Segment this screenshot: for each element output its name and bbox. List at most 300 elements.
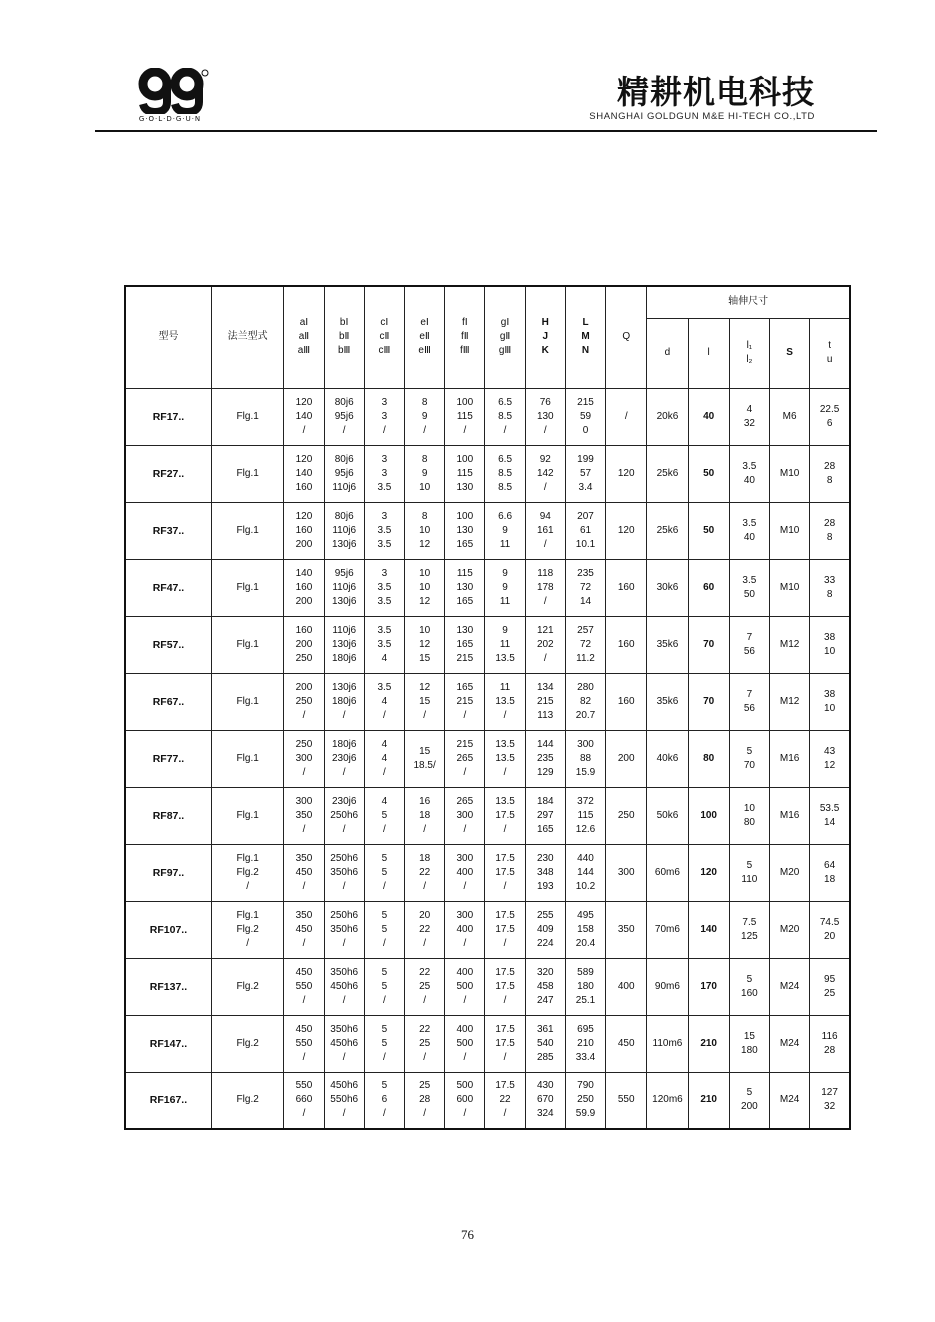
cell-c-line: 3 (381, 410, 388, 422)
cell-b-line: 450h6 (330, 980, 359, 992)
cell-l: 40 (688, 388, 729, 445)
cell-e (405, 559, 445, 616)
cell-lmn-line: 372 (577, 795, 594, 807)
cell-a (284, 1072, 324, 1129)
cell-b-line: / (342, 823, 346, 835)
cell-lmn (565, 730, 605, 787)
cell-hjk-line: 255 (536, 909, 554, 921)
cell-a-line: / (302, 766, 306, 778)
cell-g-line: 11 (499, 681, 511, 693)
cell-b-line: 450h6 (330, 1080, 359, 1092)
cell-e-line: 10 (419, 581, 431, 593)
cell-d: 50k6 (647, 787, 688, 844)
cell-lmn-line: 257 (577, 624, 594, 636)
cell-g (485, 616, 525, 673)
cell-t-u-line: 8 (826, 531, 833, 543)
cell-lmn-line: 210 (577, 1037, 594, 1049)
cell-t-u (810, 1072, 850, 1129)
cell-f-line: / (463, 937, 467, 949)
cell-a-line: / (302, 937, 306, 949)
cell-f-line: / (463, 994, 467, 1006)
cell-e-line: 18 (419, 809, 431, 821)
cell-c-line: / (383, 709, 386, 721)
cell-hjk-line: / (543, 481, 547, 493)
cell-f-line: 300 (456, 909, 474, 921)
cell-e (405, 502, 445, 559)
cell-flange-line: Flg.1 (236, 524, 259, 536)
cell-d: 60m6 (647, 844, 688, 901)
cell-c (364, 787, 404, 844)
cell-f-line: / (463, 1108, 467, 1120)
cell-flange-line: / (246, 880, 250, 892)
cell-l1-l2-line: 160 (741, 987, 758, 999)
cell-b-line: / (342, 709, 346, 721)
cell-b (324, 730, 364, 787)
cell-t-u-line: 33 (824, 574, 836, 586)
header-s: S (769, 318, 809, 388)
cell-flange-line: / (246, 937, 250, 949)
cell-a-line: 200 (295, 538, 313, 550)
cell-f (445, 673, 485, 730)
cell-e-line: 15 (419, 652, 431, 664)
cell-flange-line: Flg.2 (236, 1094, 259, 1106)
cell-f-line: 100 (456, 510, 474, 522)
cell-q: 550 (606, 1072, 647, 1129)
cell-f-line: 300 (456, 852, 474, 864)
cell-g (485, 673, 525, 730)
cell-l1-l2 (729, 616, 769, 673)
cell-t-u-line: 53.5 (819, 802, 840, 814)
cell-t-u (810, 730, 850, 787)
cell-lmn-line: 88 (579, 752, 592, 764)
cell-e (405, 730, 445, 787)
cell-t-u-line: 8 (826, 474, 833, 486)
cell-d: 110m6 (647, 1015, 688, 1072)
cell-hjk (525, 787, 565, 844)
cell-lmn-line: 59 (579, 410, 592, 422)
cell-flange (211, 673, 283, 730)
cell-l1-l2-line: 7 (746, 688, 753, 700)
cell-g (485, 445, 525, 502)
cell-f-line: 165 (456, 681, 474, 693)
cell-s: M16 (769, 730, 809, 787)
cell-model: RF147.. (125, 1015, 211, 1072)
cell-f-line: 165 (456, 595, 474, 607)
cell-a-line: 350 (295, 809, 313, 821)
cell-e-line: 18.5/ (413, 759, 436, 771)
cell-f-line: / (463, 709, 467, 721)
cell-g-line: 22 (499, 1094, 511, 1106)
cell-b-line: 250h6 (330, 809, 359, 821)
cell-f-line: 400 (456, 923, 474, 935)
cell-l1-l2-line: 32 (743, 417, 755, 429)
cell-lmn (565, 1072, 605, 1129)
cell-e-line: 10 (419, 567, 431, 579)
cell-g-line: 11 (499, 538, 511, 550)
cell-b (324, 502, 364, 559)
cell-model: RF57.. (125, 616, 211, 673)
cell-c (364, 844, 404, 901)
cell-s: M10 (769, 502, 809, 559)
header-lmn: L M N (565, 286, 605, 388)
cell-q: 200 (606, 730, 647, 787)
cell-e-line: 18 (419, 852, 431, 864)
cell-t-u-line: 10 (824, 702, 836, 714)
cell-a-line: 450 (295, 966, 313, 978)
cell-lmn (565, 673, 605, 730)
cell-b (324, 787, 364, 844)
cell-lmn-line: 11.2 (576, 652, 595, 664)
cell-b-line: 350h6 (330, 923, 359, 935)
cell-c-line: 4 (381, 752, 388, 764)
cell-b-line: / (342, 1108, 346, 1120)
cell-b (324, 1072, 364, 1129)
cell-e-line: / (423, 994, 427, 1006)
cell-f (445, 616, 485, 673)
cell-a-line: 200 (295, 681, 313, 693)
cell-s: M24 (769, 1015, 809, 1072)
cell-g-line: 8.5 (498, 410, 513, 422)
cell-a-line: / (302, 1051, 306, 1063)
cell-flange (211, 901, 283, 958)
cell-f-line: 115 (456, 467, 473, 479)
cell-t-u-line: 8 (826, 588, 833, 600)
table-row (125, 616, 850, 673)
cell-flange (211, 502, 283, 559)
cell-flange-line: Flg.1 (236, 852, 259, 864)
cell-flange (211, 787, 283, 844)
cell-g (485, 730, 525, 787)
cell-t-u-line: 20 (824, 930, 836, 942)
cell-a (284, 673, 324, 730)
cell-f-line: 265 (456, 795, 474, 807)
cell-l: 80 (688, 730, 729, 787)
cell-e-line: 25 (419, 1080, 431, 1092)
cell-hjk-line: 113 (537, 709, 554, 721)
company-header (589, 74, 815, 122)
table-row (125, 1072, 850, 1129)
cell-l1-l2-line: 5 (746, 1087, 753, 1099)
cell-b-line: 250h6 (330, 852, 359, 864)
cell-a-line: 120 (295, 453, 313, 465)
header-e: eⅠ eⅡ eⅢ (405, 286, 445, 388)
cell-c-line: / (383, 880, 386, 892)
cell-lmn-line: 300 (577, 738, 594, 750)
cell-hjk-line: / (543, 652, 547, 664)
cell-c (364, 502, 404, 559)
cell-s: M16 (769, 787, 809, 844)
cell-f-line: 130 (456, 581, 474, 593)
cell-g-line: / (503, 1051, 507, 1063)
cell-g (485, 559, 525, 616)
cell-a-line: 550 (295, 1080, 313, 1092)
cell-g-line: / (503, 1108, 507, 1120)
cell-e-line: 8 (421, 453, 428, 465)
cell-g-line: 8.5 (498, 467, 513, 479)
cell-c (364, 388, 404, 445)
cell-l: 50 (688, 502, 729, 559)
cell-hjk-line: 409 (536, 923, 554, 935)
cell-f-line: / (463, 880, 467, 892)
cell-c (364, 673, 404, 730)
cell-t-u-line: 116 (821, 1030, 838, 1042)
cell-l1-l2-line: 3.5 (742, 460, 757, 472)
cell-l1-l2 (729, 787, 769, 844)
cell-b (324, 559, 364, 616)
cell-lmn-line: 280 (577, 681, 594, 693)
cell-d: 40k6 (647, 730, 688, 787)
cell-a-line: 300 (295, 752, 313, 764)
cell-b-line: 110j6 (332, 481, 357, 493)
cell-l1-l2-line: 200 (741, 1101, 758, 1113)
cell-g-line: 17.5 (495, 909, 515, 921)
cell-g-line: 17.5 (495, 1080, 515, 1092)
cell-c-line: 3.5 (377, 481, 392, 493)
cell-s: M12 (769, 673, 809, 730)
cell-a (284, 502, 324, 559)
cell-lmn-line: 82 (579, 695, 592, 707)
cell-lmn (565, 445, 605, 502)
cell-e-line: / (423, 1051, 427, 1063)
cell-lmn-line: 158 (577, 923, 594, 935)
cell-lmn (565, 502, 605, 559)
cell-e (405, 1072, 445, 1129)
cell-b-line: 180j6 (331, 652, 357, 664)
cell-lmn-line: 144 (577, 866, 594, 878)
cell-f-line: 500 (456, 1080, 474, 1092)
cell-f-line: 130 (456, 481, 474, 493)
cell-c-line: 5 (381, 809, 388, 821)
cell-c-line: 5 (381, 866, 388, 878)
cell-f (445, 502, 485, 559)
cell-l1-l2 (729, 844, 769, 901)
cell-q: 120 (606, 502, 647, 559)
cell-lmn (565, 901, 605, 958)
cell-s: M24 (769, 958, 809, 1015)
cell-flange-line: Flg.2 (236, 1037, 259, 1049)
table-row (125, 844, 850, 901)
table-row (125, 958, 850, 1015)
cell-model: RF27.. (125, 445, 211, 502)
cell-q: 450 (606, 1015, 647, 1072)
cell-t-u (810, 787, 850, 844)
cell-f-line: 300 (456, 809, 474, 821)
cell-g-line: 17.5 (495, 866, 515, 878)
cell-a-line: 250 (295, 738, 313, 750)
cell-a (284, 730, 324, 787)
cell-g-line: 9 (502, 567, 508, 579)
cell-f (445, 445, 485, 502)
cell-model: RF167.. (125, 1072, 211, 1129)
cell-hjk (525, 901, 565, 958)
cell-e-line: 15 (419, 745, 431, 757)
cell-lmn-line: 115 (577, 809, 594, 821)
cell-e-line: / (423, 880, 427, 892)
cell-hjk-line: 144 (536, 738, 554, 750)
cell-g-line: 6.6 (498, 510, 513, 522)
cell-f (445, 730, 485, 787)
cell-c (364, 616, 404, 673)
cell-a-line: 160 (295, 624, 313, 636)
cell-t-u-line: 43 (824, 745, 836, 757)
cell-f (445, 901, 485, 958)
cell-hjk-line: 92 (539, 453, 551, 465)
table-row (125, 730, 850, 787)
cell-c-line: 5 (381, 852, 388, 864)
cell-l1-l2-line: 5 (746, 859, 753, 871)
cell-hjk (525, 559, 565, 616)
cell-g-line: 17.5 (495, 809, 515, 821)
cell-e-line: 12 (419, 595, 431, 607)
cell-f-line: 130 (456, 624, 474, 636)
cell-e-line: 8 (421, 510, 428, 522)
cell-model: RF77.. (125, 730, 211, 787)
cell-g (485, 502, 525, 559)
cell-a (284, 958, 324, 1015)
cell-hjk-line: 202 (536, 638, 554, 650)
cell-g-line: 17.5 (495, 852, 515, 864)
cell-b-line: 130j6 (331, 638, 357, 650)
cell-l1-l2-line: 56 (743, 702, 755, 714)
cell-l1-l2-line: 80 (743, 816, 755, 828)
cell-g-line: 6.5 (498, 396, 513, 408)
cell-g-line: 17.5 (495, 923, 515, 935)
cell-f-line: 130 (456, 524, 474, 536)
cell-l1-l2 (729, 958, 769, 1015)
cell-lmn-line: 20.7 (575, 709, 596, 721)
cell-g-line: 17.5 (495, 966, 515, 978)
cell-b-line: 450h6 (330, 1037, 359, 1049)
cell-model: RF97.. (125, 844, 211, 901)
cell-g-line: 11 (499, 638, 511, 650)
cell-e-line: 10 (419, 524, 431, 536)
cell-s: M6 (769, 388, 809, 445)
cell-g-line: 13.5 (495, 695, 515, 707)
cell-c-line: 5 (381, 909, 388, 921)
header-flange: 法兰型式 (211, 286, 283, 388)
cell-t-u-line: 64 (824, 859, 836, 871)
cell-model: RF107.. (125, 901, 211, 958)
cell-l: 70 (688, 616, 729, 673)
cell-hjk (525, 502, 565, 559)
cell-hjk-line: 134 (536, 681, 554, 693)
cell-g-line: 11 (499, 595, 511, 607)
header-model: 型号 (125, 286, 211, 388)
cell-e-line: 12 (419, 681, 431, 693)
cell-f-line: 100 (456, 396, 474, 408)
cell-hjk (525, 1015, 565, 1072)
cell-a-line: 160 (295, 481, 313, 493)
cell-a-line: / (302, 424, 306, 436)
cell-f-line: / (463, 766, 467, 778)
cell-t-u-line: 38 (824, 631, 836, 643)
cell-l1-l2-line: 4 (746, 403, 753, 415)
header-d: d (647, 318, 688, 388)
cell-flange-line: Flg.2 (236, 923, 259, 935)
cell-c-line: 3.5 (377, 581, 392, 593)
cell-lmn-line: 33.4 (575, 1051, 596, 1063)
cell-g-line: / (503, 709, 507, 721)
cell-t-u-line: 28 (824, 1044, 836, 1056)
cell-q: 160 (606, 616, 647, 673)
cell-lmn-line: 495 (577, 909, 594, 921)
cell-t-u (810, 958, 850, 1015)
cell-g-line: / (503, 823, 507, 835)
cell-a-line: 300 (295, 795, 313, 807)
cell-l1-l2 (729, 388, 769, 445)
cell-l1-l2 (729, 502, 769, 559)
cell-l: 50 (688, 445, 729, 502)
cell-e-line: 9 (421, 410, 428, 422)
cell-f-line: 165 (456, 538, 474, 550)
cell-d: 35k6 (647, 673, 688, 730)
cell-a-line: 550 (295, 1037, 313, 1049)
cell-c-line: 3 (381, 453, 388, 465)
cell-q: 350 (606, 901, 647, 958)
cell-c-line: / (383, 823, 386, 835)
cell-flange-line: Flg.2 (236, 980, 259, 992)
cell-t-u-line: 127 (821, 1087, 838, 1099)
cell-g-line: 13.5 (495, 752, 515, 764)
cell-b-line: 350h6 (330, 966, 359, 978)
table-row (125, 787, 850, 844)
cell-l1-l2-line: 56 (743, 645, 755, 657)
cell-e-line: 22 (419, 1023, 431, 1035)
cell-hjk (525, 730, 565, 787)
cell-e-line: 8 (421, 396, 428, 408)
cell-flange (211, 958, 283, 1015)
cell-g-line: 6.5 (498, 453, 513, 465)
cell-b-line: 80j6 (334, 510, 354, 522)
cell-f (445, 787, 485, 844)
cell-g (485, 958, 525, 1015)
cell-d: 70m6 (647, 901, 688, 958)
cell-hjk-line: 458 (536, 980, 554, 992)
cell-l1-l2-line: 40 (743, 474, 755, 486)
cell-f-line: / (463, 1051, 467, 1063)
header-q: Q (606, 286, 647, 388)
cell-lmn-line: 250 (577, 1094, 594, 1106)
cell-f-line: 215 (456, 738, 474, 750)
table-body (125, 388, 850, 1129)
cell-f-line: 600 (456, 1094, 474, 1106)
cell-g-line: 13.5 (495, 795, 515, 807)
cell-a-line: 550 (295, 980, 313, 992)
cell-e-line: / (423, 1108, 427, 1120)
cell-b-line: 180j6 (331, 738, 357, 750)
cell-c-line: 4 (381, 738, 388, 750)
cell-e-line: 16 (419, 795, 431, 807)
cell-hjk-line: 230 (536, 852, 554, 864)
cell-a-line: 350 (295, 852, 313, 864)
cell-e (405, 844, 445, 901)
cell-l1-l2 (729, 673, 769, 730)
cell-l: 140 (688, 901, 729, 958)
table-row (125, 673, 850, 730)
cell-c-line: / (383, 766, 386, 778)
cell-s: M10 (769, 445, 809, 502)
cell-e-line: 22 (419, 923, 431, 935)
cell-t-u (810, 559, 850, 616)
cell-t-u-line: 14 (824, 816, 836, 828)
cell-b-line: 80j6 (334, 396, 354, 408)
cell-e-line: / (423, 424, 427, 436)
cell-s: M20 (769, 901, 809, 958)
cell-a (284, 445, 324, 502)
cell-b-line: 130j6 (331, 538, 357, 550)
cell-hjk-line: 130 (536, 410, 554, 422)
cell-flange-line: Flg.1 (236, 410, 259, 422)
